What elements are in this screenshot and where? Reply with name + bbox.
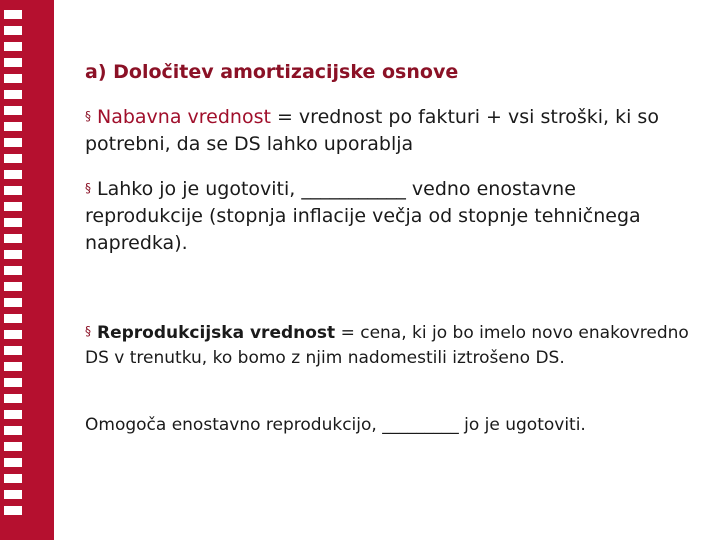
decorative-square [13,90,22,99]
decorative-square [13,154,22,163]
decorative-square [4,74,13,83]
decorative-square [13,362,22,371]
paragraph-ugotoviti [85,175,695,257]
decorative-square [4,10,13,19]
decorative-square [4,362,13,371]
decorative-square [13,106,22,115]
decorative-square [4,234,13,243]
decorative-square [13,490,22,499]
decorative-square [4,154,13,163]
decorative-square [4,122,13,131]
decorative-square [4,42,13,51]
decorative-square [13,266,22,275]
decorative-square [13,218,22,227]
slide-title: a) Določitev amortizacijske osnove [85,61,459,83]
decorative-square [4,186,13,195]
decorative-square [4,138,13,147]
square-pattern-column [13,10,33,522]
bullet-icon: § [85,181,91,195]
decorative-square [4,442,13,451]
decorative-sidebar [0,0,54,540]
decorative-square [13,186,22,195]
decorative-square [13,410,22,419]
decorative-square [4,90,13,99]
paragraph-reprodukcijska-vrednost [85,319,695,371]
decorative-square [4,106,13,115]
decorative-square [4,474,13,483]
decorative-square [13,138,22,147]
definition-text: = cena, ki jo bo imelo novo enakovredno DS v trenutku, ko bomo z njim nadomestili iztrošeno DS. [85,323,689,368]
bullet-icon: § [85,324,91,338]
term-nabavna-vrednost: Nabavna vrednost [97,106,271,128]
term-reprodukcijska-vrednost: Reprodukcijska vrednost [97,323,336,343]
decorative-square [13,282,22,291]
decorative-square [4,218,13,227]
decorative-square [4,426,13,435]
decorative-square [4,298,13,307]
decorative-square [13,42,22,51]
decorative-square [13,10,22,19]
decorative-square [4,506,13,515]
decorative-square [13,506,22,515]
paragraph-nabavna-vrednost [85,103,695,158]
decorative-square [4,266,13,275]
decorative-square [13,458,22,467]
decorative-square [13,442,22,451]
decorative-square [13,26,22,35]
decorative-square [13,202,22,211]
definition-text: = vrednost po fakturi + vsi stroški, ki so potrebni, da se DS lahko uporablja [85,106,659,155]
decorative-square [4,458,13,467]
decorative-square [13,298,22,307]
decorative-square [4,58,13,67]
decorative-square [4,170,13,179]
paragraph-text: Lahko jo je ugotoviti, ___________ vedno enostavne reprodukcije (stopnja inflacije večja od stopnje tehničnega napredka). [85,178,641,254]
decorative-square [13,314,22,323]
decorative-square [4,378,13,387]
decorative-square [4,490,13,499]
decorative-square [13,378,22,387]
decorative-square [4,330,13,339]
decorative-square [13,426,22,435]
decorative-square [4,346,13,355]
decorative-square [4,26,13,35]
decorative-square [13,330,22,339]
paragraph-omogoca: Omogoča enostavno reprodukcijo, _________ jo je ugotoviti. [85,415,586,435]
decorative-square [13,474,22,483]
decorative-square [4,394,13,403]
decorative-square [13,346,22,355]
decorative-square [13,170,22,179]
decorative-square [4,282,13,291]
decorative-square [13,58,22,67]
decorative-square [13,394,22,403]
decorative-square [13,250,22,259]
decorative-square [13,74,22,83]
bullet-icon: § [85,109,91,123]
decorative-square [4,314,13,323]
decorative-square [4,202,13,211]
decorative-square [13,122,22,131]
decorative-square [4,250,13,259]
decorative-square [4,410,13,419]
decorative-square [13,234,22,243]
